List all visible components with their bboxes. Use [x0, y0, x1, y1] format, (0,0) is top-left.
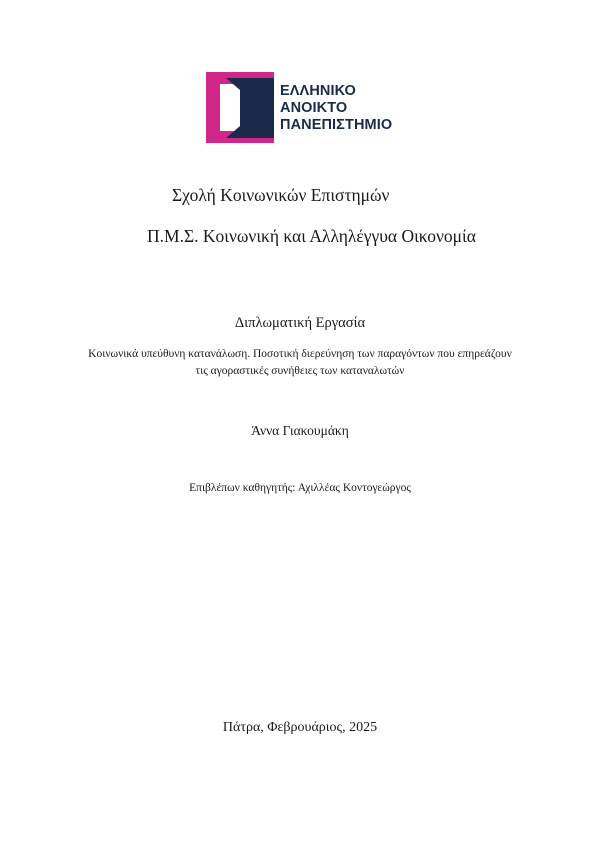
school-name: Σχολή Κοινωνικών Επιστημών	[172, 185, 390, 205]
author-name: Άννα Γιακουμάκη	[251, 423, 349, 438]
logo-line-1: ΕΛΛΗΝΙΚΟ	[280, 83, 356, 99]
thesis-title-line-2: τις αγοραστικές συνήθειες των καταναλωτών	[195, 365, 405, 377]
thesis-type: Διπλωματική Εργασία	[234, 315, 366, 331]
logo-line-3: ΠΑΝΕΠΙΣΤΗΜΙΟ	[280, 117, 393, 133]
university-logo	[206, 70, 406, 145]
supervisor: Επιβλέπων καθηγητής: Αχιλλέας Κοντογεώργος	[189, 482, 411, 494]
logo-line-2: ΑΝΟΙΚΤΟ	[280, 100, 348, 116]
university-logo-icon	[206, 70, 274, 145]
program-name: Π.Μ.Σ. Κοινωνική και Αλληλέγγυα Οικονομία	[147, 226, 476, 246]
place-date: Πάτρα, Φεβρουάριος, 2025	[222, 720, 378, 735]
university-logo-text	[280, 83, 392, 134]
thesis-title	[60, 346, 540, 380]
thesis-title-line-1: Κοινωνικά υπεύθυνη κατανάλωση. Ποσοτική διερεύνηση των παραγόντων που επηρεάζουν	[88, 348, 512, 360]
